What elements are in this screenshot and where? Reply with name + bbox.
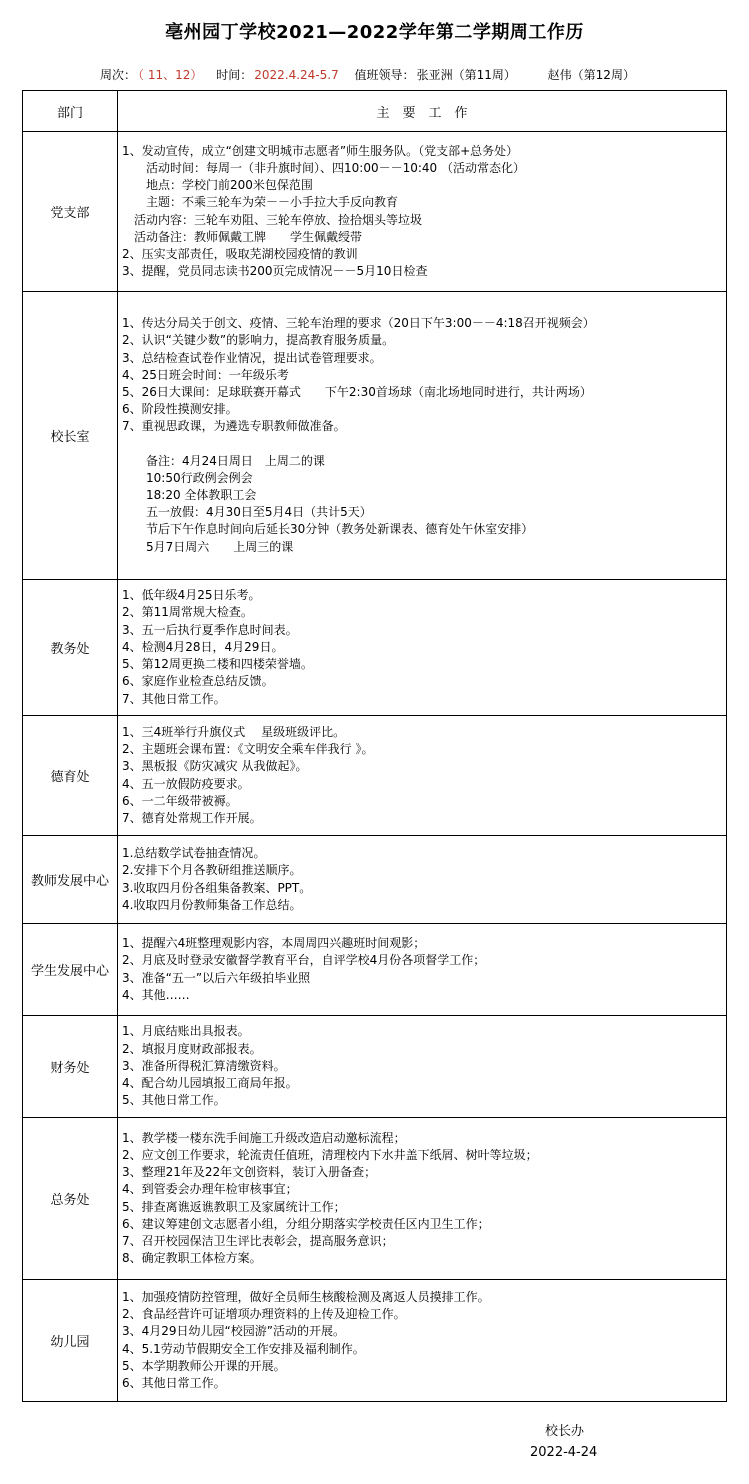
work-item: 7、其他日常工作。 (122, 691, 226, 706)
work-item: 5、本学期教师公开课的开展。 (122, 1358, 286, 1373)
dept-content (118, 132, 727, 292)
work-item (122, 436, 722, 453)
work-item: 1.总结数学试卷抽查情况。 (122, 846, 266, 861)
work-item: 5、第12周更换二楼和四楼荣誉墙。 (122, 657, 313, 672)
work-item: 1、提醒六4班整理观影内容，本周周四兴趣班时间观影； (122, 936, 426, 951)
week-label: 周次： (100, 68, 137, 82)
work-item: 4、其他…… (122, 987, 190, 1002)
work-item: 3、整理21年及22年文创资料，装订入册备查； (122, 1165, 377, 1180)
header-dept: 部门 (23, 91, 118, 132)
work-item: 10:50行政例会例会 (122, 470, 253, 485)
schedule-table (22, 90, 727, 1402)
dept-content (118, 1016, 727, 1118)
dept-content (118, 1280, 727, 1402)
dept-content (118, 836, 727, 924)
header-content: 主 要 工 作 (118, 91, 727, 132)
work-item: 4、25日班会时间：一年级乐考 (122, 367, 289, 382)
work-item: 1、教学楼一楼东洗手间施工升级改造启动邀标流程； (122, 1130, 406, 1145)
work-item: 5月7日周六 上周三的课 (122, 539, 294, 554)
work-item: 6、家庭作业检查总结反馈。 (122, 674, 274, 689)
footer-office: 校长办 (545, 1424, 585, 1439)
table-row (23, 1280, 727, 1402)
work-item: 3、4月29日幼儿园“校园游”活动的开展。 (122, 1324, 345, 1339)
footer-date: 2022-4-24 (530, 1445, 598, 1460)
work-item: 2、认识“关键少数”的影响力，提高教育服务质量。 (122, 333, 395, 348)
work-item: 5、26日大课间：足球联赛开幕式 下午2:30首场球（南北场地同时进行，共计两场） (122, 384, 592, 399)
table-row (23, 580, 727, 716)
work-item: 1、低年级4月25日乐考。 (122, 588, 261, 603)
work-item: 5、排查离谯返谯教职工及家属统计工作； (122, 1199, 346, 1214)
work-item: 活动时间：每周一（非升旗时间）、四10:00－－10:40 （活动常态化） (122, 160, 525, 175)
dept-name: 学生发展中心 (23, 924, 118, 1016)
work-item: 1、加强疫情防控管理，做好全员师生核酸检测及离返人员摸排工作。 (122, 1289, 490, 1304)
work-item: 7、召开校园保洁卫生评比表彰会，提高服务意识； (122, 1233, 394, 1248)
work-item: 4、配合幼儿园填报工商局年报。 (122, 1076, 298, 1091)
table-row (23, 924, 727, 1016)
work-item: 2、填报月度财政部报表。 (122, 1041, 262, 1056)
work-item: 5、其他日常工作。 (122, 1093, 226, 1108)
dept-content (118, 292, 727, 580)
dept-content (118, 716, 727, 836)
dept-name: 教务处 (23, 580, 118, 716)
dept-name: 总务处 (23, 1118, 118, 1280)
dept-name: 党支部 (23, 132, 118, 292)
work-item: 节后下午作息时间向后延长30分钟（教务处新课表、德育处午休室安排） (122, 522, 534, 537)
dept-name: 幼儿园 (23, 1280, 118, 1402)
work-item: 备注：4月24日周日 上周二的课 (122, 453, 325, 468)
work-item: 1、发动宣传，成立“创建文明城市志愿者”师生服务队。（党支部+总务处） (122, 143, 519, 158)
work-item: 2、第11周常规大检查。 (122, 605, 253, 620)
work-item: 2、月底及时登录安徽督学教育平台，自评学校4月份各项督学工作； (122, 953, 486, 968)
work-item: 地点：学校门前200米包保范围 (122, 178, 313, 193)
work-item: 2、压实支部责任，吸取芜湖校园疫情的教训 (122, 246, 358, 261)
work-item: 3、五一后执行夏季作息时间表。 (122, 622, 298, 637)
dept-name: 教师发展中心 (23, 836, 118, 924)
dept-content (118, 924, 727, 1016)
work-item: 主题：不乘三轮车为荣－－小手拉大手反向教育 (122, 195, 399, 210)
work-item: 6、建议筹建创文志愿者小组，分组分期落实学校责任区内卫生工作； (122, 1216, 490, 1231)
week-value: （ 11、12） (138, 68, 203, 82)
dept-name: 德育处 (23, 716, 118, 836)
work-item: 五一放假：4月30日至5月4日（共计5天） (122, 505, 372, 520)
dept-content (118, 1118, 727, 1280)
work-item: 3、总结检查试卷作业情况，提出试卷管理要求。 (122, 350, 382, 365)
work-item: 1、三4班举行升旗仪式 星级班级评比。 (122, 724, 346, 739)
table-row (23, 1118, 727, 1280)
dept-name: 财务处 (23, 1016, 118, 1118)
work-item: 活动内容：三轮车劝阻、三轮车停放、捡拾烟头等垃圾 (122, 212, 423, 227)
table-row (23, 716, 727, 836)
work-item: 1、传达分局关于创文、疫情、三轮车治理的要求（20日下午3:00－－4:18召开视频会） (122, 316, 595, 331)
page-title: 亳州园丁学校2021—2022学年第二学期周工作历 (165, 22, 584, 43)
work-item: 2、应文创工作要求，轮流责任值班，清理校内下水井盖下纸屑、树叶等垃圾； (122, 1147, 538, 1162)
work-item: 7、德育处常规工作开展。 (122, 810, 262, 825)
work-item: 3、提醒，党员同志读书200页完成情况－－5月10日检查 (122, 264, 428, 279)
work-item: 2.安排下个月各教研组推送顺序。 (122, 863, 302, 878)
work-item: 7、重视思政课，为遴选专职教师做准备。 (122, 419, 346, 434)
dept-content (118, 580, 727, 716)
work-item: 4.收取四月份教师集备工作总结。 (122, 897, 302, 912)
time-value: 2022.4.24-5.7 (254, 68, 339, 82)
work-item: 4、到管委会办理年检审核事宜； (122, 1182, 298, 1197)
work-item: 6、其他日常工作。 (122, 1375, 226, 1390)
work-item: 3、黑板报《防灾减灾 从我做起》。 (122, 759, 308, 774)
table-row (23, 292, 727, 580)
time-label: 时间： (216, 68, 253, 82)
work-item: 18:20 全体教职工会 (122, 488, 257, 502)
work-item: 4、检测4月28日，4月29日。 (122, 639, 284, 654)
work-item: 3、准备所得税汇算清缴资料。 (122, 1058, 286, 1073)
work-item: 3.收取四月份各组集备教案、PPT。 (122, 880, 312, 895)
table-row (23, 1016, 727, 1118)
work-item: 2、食品经营许可证增项办理资料的上传及迎检工作。 (122, 1307, 406, 1322)
work-item: 4、5.1劳动节假期安全工作安排及福利制作。 (122, 1341, 365, 1356)
meta-line (100, 66, 637, 83)
work-item: 活动备注：教师佩戴工牌 学生佩戴绶带 (122, 229, 363, 244)
leader-label: 值班领导： (354, 68, 415, 82)
work-item: 3、准备“五一”以后六年级拍毕业照 (122, 970, 311, 985)
table-row (23, 132, 727, 292)
work-item: 4、五一放假防疫要求。 (122, 776, 250, 791)
dept-name: 校长室 (23, 292, 118, 580)
leader-week12: 赵伟（第12周） (547, 68, 635, 82)
work-item: 6、一二年级带被褥。 (122, 793, 238, 808)
leader-week11: 张亚洲（第11周） (416, 68, 516, 82)
work-item: 1、月底结账出具报表。 (122, 1024, 250, 1039)
work-item: 2、主题班会课布置：《文明安全乘车伴我行 》。 (122, 742, 374, 757)
table-row (23, 836, 727, 924)
work-item: 8、确定教职工体检方案。 (122, 1251, 262, 1266)
work-item: 6、阶段性摸测安排。 (122, 402, 238, 417)
table-header-row (23, 91, 727, 132)
